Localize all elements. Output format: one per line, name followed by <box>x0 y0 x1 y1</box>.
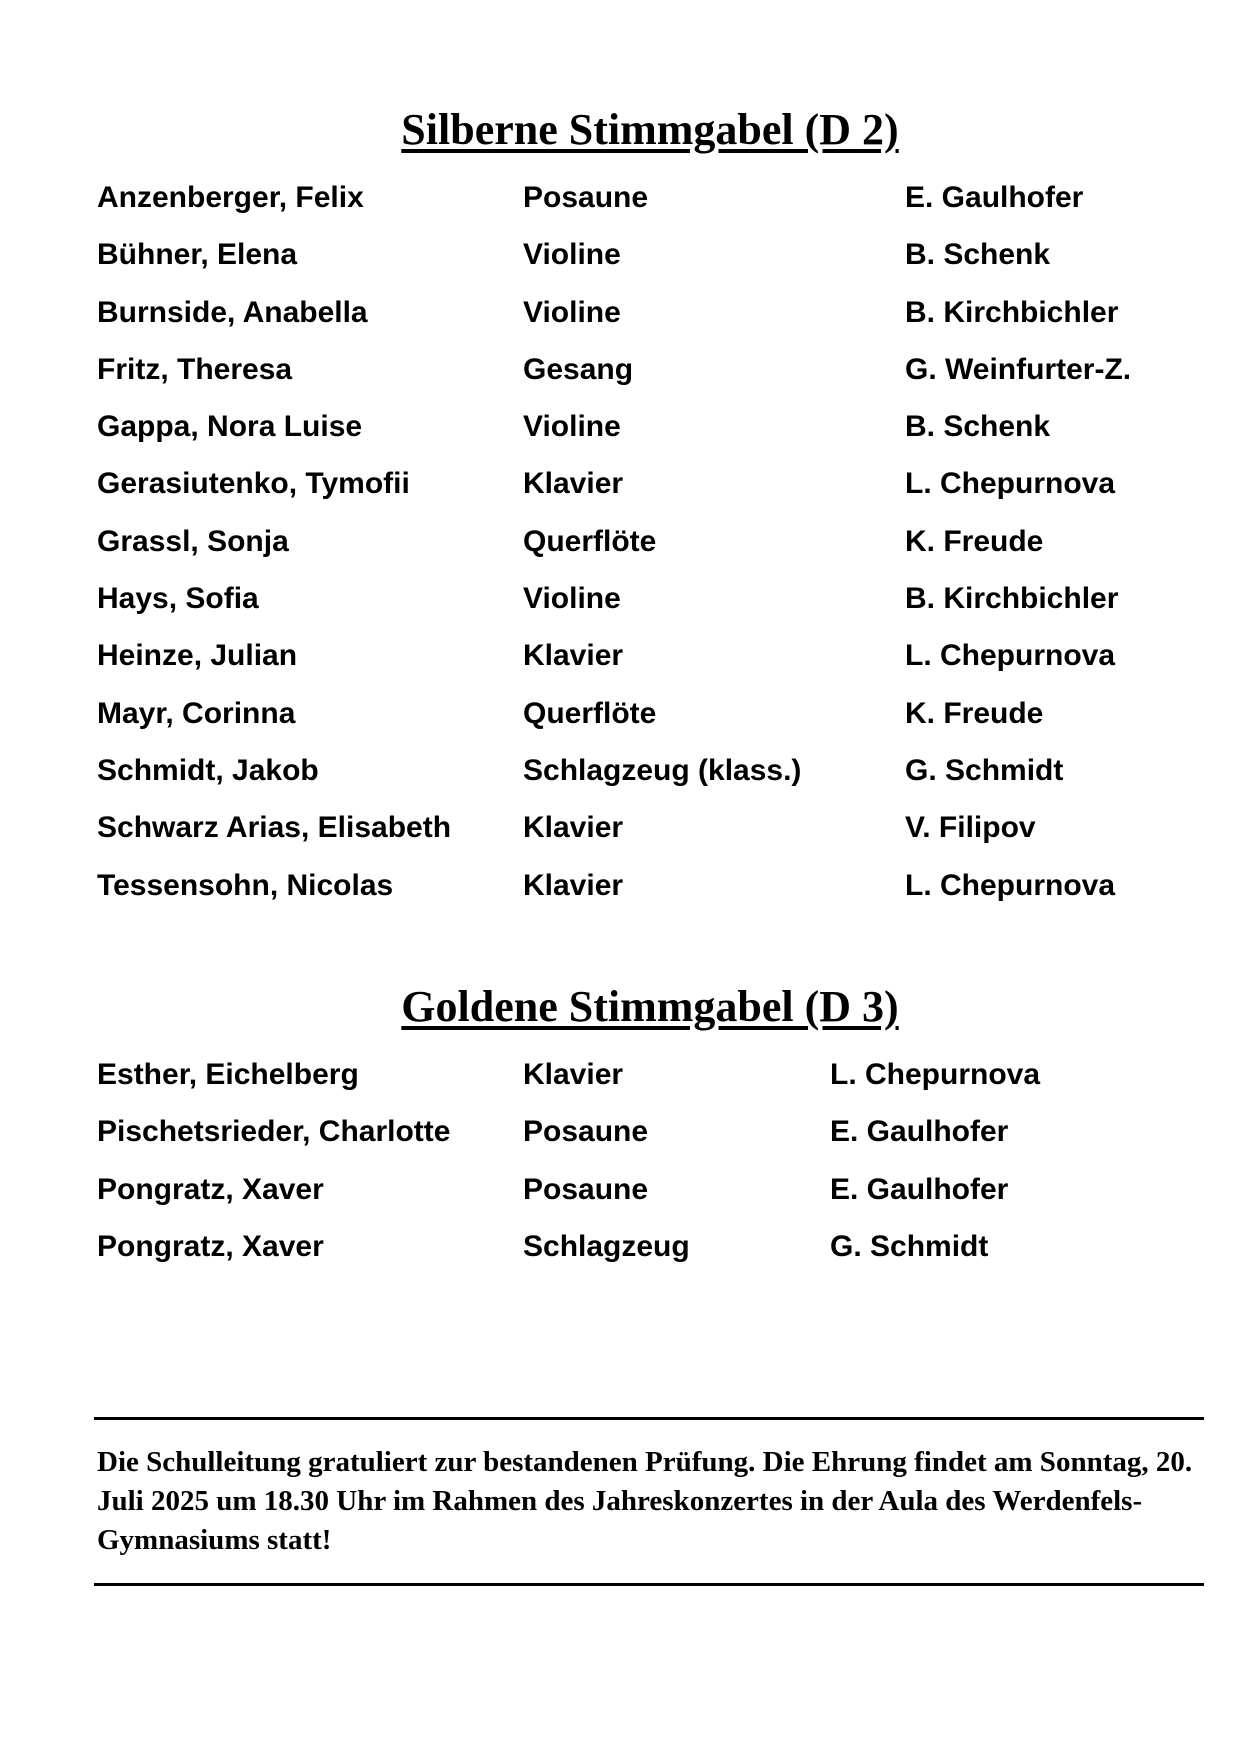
student-name: Pongratz, Xaver <box>97 1172 324 1206</box>
instrument: Violine <box>523 295 621 329</box>
student-name: Heinze, Julian <box>97 639 298 673</box>
instrument: Klavier <box>523 868 624 902</box>
student-name: Esther, Eichelberg <box>97 1058 359 1091</box>
teacher: K. Freude <box>905 524 1044 558</box>
teacher: L. Chepurnova <box>905 467 1116 501</box>
student-name: Hays, Sofia <box>97 582 259 616</box>
instrument: Querflöte <box>523 696 657 730</box>
instrument: Klavier <box>523 467 624 501</box>
instrument: Klavier <box>523 811 624 845</box>
teacher: L. Chepurnova <box>830 1058 1041 1091</box>
instrument: Posaune <box>523 1115 649 1149</box>
instrument: Violine <box>523 582 621 616</box>
instrument: Klavier <box>523 1058 624 1091</box>
instrument: Klavier <box>523 639 624 673</box>
instrument: Schlagzeug <box>523 1229 690 1263</box>
student-name: Fritz, Theresa <box>97 352 293 386</box>
student-name: Pongratz, Xaver <box>97 1229 324 1263</box>
student-name: Schwarz Arias, Elisabeth <box>97 811 452 845</box>
teacher: G. Schmidt <box>830 1229 989 1263</box>
instrument: Posaune <box>523 1172 649 1206</box>
congratulation-notice: Die Schulleitung gratuliert zur bestandenen Prüfung. Die Ehrung findet am Sonntag, 20. Juli 2025 um 18.30 Uhr im Rahmen des Jahreskonzertes in der Aula des Werdenfels-Gymnasiums statt! <box>97 1446 1193 1556</box>
instrument: Schlagzeug (klass.) <box>523 753 802 787</box>
teacher: V. Filipov <box>905 811 1036 845</box>
silver-section-title: Silberne Stimmgabel (D 2) <box>401 105 899 154</box>
divider-bottom <box>94 1583 1204 1586</box>
student-name: Tessensohn, Nicolas <box>97 868 394 902</box>
teacher: G. Schmidt <box>905 753 1064 787</box>
student-name: Gerasiutenko, Tymofii <box>97 467 410 501</box>
student-name: Pischetsrieder, Charlotte <box>97 1115 451 1149</box>
student-name: Gappa, Nora Luise <box>97 410 363 444</box>
divider-top <box>94 1417 1204 1420</box>
teacher: K. Freude <box>905 696 1044 730</box>
teacher: B. Kirchbichler <box>905 582 1119 616</box>
instrument: Violine <box>523 410 621 444</box>
teacher: E. Gaulhofer <box>905 181 1084 214</box>
student-name: Burnside, Anabella <box>97 295 368 329</box>
teacher: E. Gaulhofer <box>830 1115 1009 1149</box>
student-name: Mayr, Corinna <box>97 696 296 730</box>
teacher: B. Kirchbichler <box>905 295 1119 329</box>
instrument: Violine <box>523 238 621 272</box>
student-name: Anzenberger, Felix <box>97 181 364 214</box>
gold-section-title: Goldene Stimmgabel (D 3) <box>401 982 899 1031</box>
instrument: Gesang <box>523 352 634 386</box>
teacher: L. Chepurnova <box>905 868 1116 902</box>
instrument: Querflöte <box>523 524 657 558</box>
student-name: Bühner, Elena <box>97 238 298 272</box>
teacher: G. Weinfurter-Z. <box>905 352 1132 386</box>
teacher: B. Schenk <box>905 238 1051 272</box>
teacher: L. Chepurnova <box>905 639 1116 673</box>
student-name: Schmidt, Jakob <box>97 753 319 787</box>
teacher: B. Schenk <box>905 410 1051 444</box>
teacher: E. Gaulhofer <box>830 1172 1009 1206</box>
student-name: Grassl, Sonja <box>97 524 289 558</box>
instrument: Posaune <box>523 181 649 214</box>
